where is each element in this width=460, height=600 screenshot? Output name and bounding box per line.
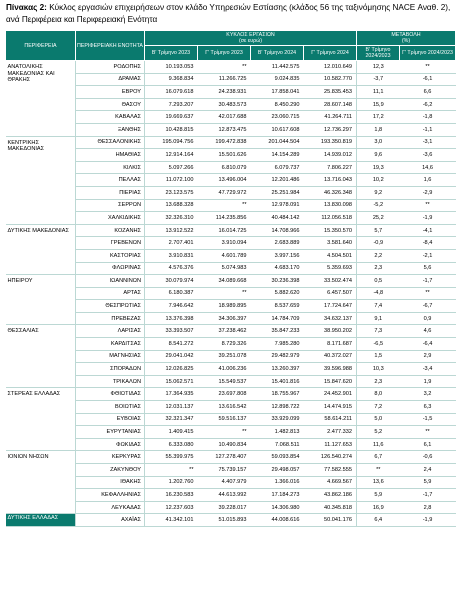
turnover-q3-2024-cell: 50.041.176 <box>304 514 357 527</box>
turnover-q2-2024-cell: 1.366.016 <box>251 476 304 489</box>
header-change-q3: Γ' Τρίμηνο 2024/2023 <box>400 46 456 61</box>
change-q3-cell: 5,9 <box>400 476 456 489</box>
turnover-q3-2023-cell: 24.238.931 <box>198 86 251 99</box>
regional-unit-cell: ΑΧΑΪΑΣ <box>76 514 145 527</box>
turnover-q3-2024-cell: 14.474.915 <box>304 401 357 414</box>
turnover-q3-2024-cell: 40.372.027 <box>304 350 357 363</box>
turnover-q2-2024-cell: 12.978.091 <box>251 199 304 212</box>
turnover-q3-2023-cell: 13.616.542 <box>198 401 251 414</box>
change-q2-cell: 0,5 <box>357 275 400 288</box>
turnover-q2-2024-cell: 11.442.575 <box>251 61 304 74</box>
change-q2-cell: 11,6 <box>357 438 400 451</box>
regional-unit-cell: ΕΥΡΥΤΑΝΙΑΣ <box>76 426 145 439</box>
change-q3-cell: 6,1 <box>400 438 456 451</box>
change-q2-cell: 5,0 <box>357 413 400 426</box>
change-q2-cell: -4,8 <box>357 287 400 300</box>
turnover-q3-2024-cell: 6.457.507 <box>304 287 357 300</box>
change-q2-cell: 9,6 <box>357 149 400 162</box>
change-q3-cell: -6,7 <box>400 300 456 313</box>
turnover-q3-2023-cell: ** <box>198 426 251 439</box>
turnover-q2-2023-cell: 13.912.522 <box>145 224 198 237</box>
change-q2-cell: 2,3 <box>357 375 400 388</box>
change-q3-cell: -2,9 <box>400 186 456 199</box>
table-row <box>6 275 456 288</box>
change-q3-cell: 6,3 <box>400 401 456 414</box>
change-q3-cell: -1,5 <box>400 413 456 426</box>
turnover-q2-2023-cell: 23.123.575 <box>145 186 198 199</box>
turnover-q3-2024-cell: 2.477.332 <box>304 426 357 439</box>
change-q2-cell: 1,5 <box>357 350 400 363</box>
regional-unit-cell: ΤΡΙΚΑΛΩΝ <box>76 375 145 388</box>
change-q2-cell: 9,1 <box>357 312 400 325</box>
turnover-q3-2023-cell: 75.739.157 <box>198 464 251 477</box>
change-q3-cell: ** <box>400 426 456 439</box>
header-region: ΠΕΡΙΦΕΡΕΙΑ <box>6 31 76 61</box>
table-row <box>6 388 456 401</box>
header-change-q2: Β' Τρίμηνο 2024/2023 <box>357 46 400 61</box>
change-q2-cell: 10,3 <box>357 363 400 376</box>
turnover-q2-2023-cell: 16.230.583 <box>145 489 198 502</box>
turnover-q3-2024-cell: 58.614.211 <box>304 413 357 426</box>
turnover-q2-2024-cell: 25.251.984 <box>251 186 304 199</box>
turnover-q3-2024-cell: 3.581.640 <box>304 237 357 250</box>
change-q3-cell: -3,4 <box>400 363 456 376</box>
turnover-q2-2024-cell: 5.882.620 <box>251 287 304 300</box>
region-cell: ΣΤΕΡΕΑΣ ΕΛΛΑΔΑΣ <box>6 388 76 451</box>
turnover-q2-2024-cell: 7.985.280 <box>251 338 304 351</box>
region-cell: ΔΥΤΙΚΗΣ ΕΛΛΑΔΑΣ <box>6 514 76 527</box>
turnover-q3-2024-cell: 43.862.186 <box>304 489 357 502</box>
turnover-q2-2023-cell: 7.946.642 <box>145 300 198 313</box>
turnover-q2-2024-cell: 13.260.397 <box>251 363 304 376</box>
turnover-q3-2023-cell: 15.501.626 <box>198 149 251 162</box>
turnover-q2-2024-cell: 6.079.737 <box>251 161 304 174</box>
change-q3-cell: 2,4 <box>400 464 456 477</box>
regional-unit-cell: ΕΒΡΟΥ <box>76 86 145 99</box>
regional-unit-cell: ΚΑΡΔΙΤΣΑΣ <box>76 338 145 351</box>
turnover-q3-2023-cell: 199.472.838 <box>198 136 251 149</box>
change-q2-cell: 7,4 <box>357 300 400 313</box>
regional-unit-cell: ΞΑΝΘΗΣ <box>76 123 145 136</box>
table-caption <box>6 2 456 26</box>
table-row <box>6 514 456 527</box>
turnover-q3-2024-cell: 193.350.819 <box>304 136 357 149</box>
change-q3-cell: 2,9 <box>400 350 456 363</box>
change-q3-cell: -2,1 <box>400 249 456 262</box>
turnover-q2-2023-cell: 12.031.137 <box>145 401 198 414</box>
turnover-q3-2023-cell: 34.306.397 <box>198 312 251 325</box>
turnover-q3-2023-cell: 12.873.475 <box>198 123 251 136</box>
region-cell: ΑΝΑΤΟΛΙΚΗΣ ΜΑΚΕΔΟΝΙΑΣ ΚΑΙ ΘΡΑΚΗΣ <box>6 61 76 137</box>
header-q2-2023: Β' Τρίμηνο 2023 <box>145 46 198 61</box>
change-q2-cell: 5,2 <box>357 426 400 439</box>
turnover-q2-2024-cell: 23.060.715 <box>251 111 304 124</box>
turnover-q2-2023-cell: 10.428.815 <box>145 123 198 136</box>
change-q3-cell: -1,9 <box>400 514 456 527</box>
turnover-q2-2023-cell: 6.333.080 <box>145 438 198 451</box>
turnover-q2-2024-cell: 4.683.170 <box>251 262 304 275</box>
change-q3-cell: -8,4 <box>400 237 456 250</box>
turnover-q3-2024-cell: 33.502.474 <box>304 275 357 288</box>
turnover-q3-2023-cell: ** <box>198 199 251 212</box>
change-q3-cell: -1,7 <box>400 489 456 502</box>
regional-unit-cell: ΒΟΙΩΤΙΑΣ <box>76 401 145 414</box>
turnover-q2-2023-cell: 12.237.603 <box>145 501 198 514</box>
turnover-q3-2024-cell: 11.127.653 <box>304 438 357 451</box>
turnover-q3-2024-cell: 25.835.453 <box>304 86 357 99</box>
turnover-q2-2024-cell: 17.184.273 <box>251 489 304 502</box>
header-q2-2024: Β' Τρίμηνο 2024 <box>251 46 304 61</box>
regional-unit-cell: ΛΑΡΙΣΑΣ <box>76 325 145 338</box>
turnover-q2-2023-cell: 13.376.398 <box>145 312 198 325</box>
table-row <box>6 325 456 338</box>
change-q2-cell: 11,1 <box>357 86 400 99</box>
turnover-q3-2024-cell: 28.607.148 <box>304 98 357 111</box>
change-q2-cell: 12,3 <box>357 61 400 74</box>
change-q2-cell: 7,3 <box>357 325 400 338</box>
turnover-q3-2024-cell: 77.582.555 <box>304 464 357 477</box>
header-q3-2024: Γ' Τρίμηνο 2024 <box>304 46 357 61</box>
turnover-q2-2023-cell: 1.202.760 <box>145 476 198 489</box>
turnover-q2-2023-cell: 1.409.415 <box>145 426 198 439</box>
turnover-q2-2024-cell: 12.898.722 <box>251 401 304 414</box>
change-q2-cell: -5,2 <box>357 199 400 212</box>
regional-unit-cell: ΠΙΕΡΙΑΣ <box>76 186 145 199</box>
turnover-q3-2023-cell: 4.601.789 <box>198 249 251 262</box>
turnover-q3-2024-cell: 8.171.687 <box>304 338 357 351</box>
turnover-q3-2023-cell: 59.516.137 <box>198 413 251 426</box>
change-q3-cell: ** <box>400 199 456 212</box>
change-q3-cell: -1,8 <box>400 111 456 124</box>
turnover-q3-2024-cell: 5.359.693 <box>304 262 357 275</box>
turnover-q2-2024-cell: 33.929.099 <box>251 413 304 426</box>
turnover-q2-2023-cell: 2.707.401 <box>145 237 198 250</box>
turnover-q3-2024-cell: 15.847.620 <box>304 375 357 388</box>
regional-unit-cell: ΜΑΓΝΗΣΙΑΣ <box>76 350 145 363</box>
change-q3-cell: -0,6 <box>400 451 456 464</box>
change-q2-cell: 6,4 <box>357 514 400 527</box>
regional-unit-cell: ΖΑΚΥΝΘΟΥ <box>76 464 145 477</box>
turnover-q2-2023-cell: 13.688.328 <box>145 199 198 212</box>
region-cell: ΘΕΣΣΑΛΙΑΣ <box>6 325 76 388</box>
change-q3-cell: 3,2 <box>400 388 456 401</box>
turnover-q2-2024-cell: 3.997.156 <box>251 249 304 262</box>
turnover-q2-2024-cell: 8.537.659 <box>251 300 304 313</box>
regional-unit-cell: ΔΡΑΜΑΣ <box>76 73 145 86</box>
regional-unit-cell: ΗΜΑΘΙΑΣ <box>76 149 145 162</box>
regional-unit-cell: ΚΑΣΤΟΡΙΑΣ <box>76 249 145 262</box>
change-q2-cell: 13,6 <box>357 476 400 489</box>
change-q3-cell: -6,1 <box>400 73 456 86</box>
change-q3-cell: -1,7 <box>400 275 456 288</box>
turnover-q3-2024-cell: 4.669.567 <box>304 476 357 489</box>
turnover-q3-2023-cell: 10.490.834 <box>198 438 251 451</box>
regional-unit-cell: ΙΘΑΚΗΣ <box>76 476 145 489</box>
turnover-q3-2023-cell: 114.235.856 <box>198 212 251 225</box>
turnover-q3-2023-cell: 13.496.004 <box>198 174 251 187</box>
turnover-q3-2023-cell: 47.729.972 <box>198 186 251 199</box>
turnover-q2-2023-cell: 29.041.042 <box>145 350 198 363</box>
change-q2-cell: 6,7 <box>357 451 400 464</box>
change-q2-cell: -6,5 <box>357 338 400 351</box>
regional-unit-cell: ΡΟΔΟΠΗΣ <box>76 61 145 74</box>
turnover-q2-2023-cell: 41.342.101 <box>145 514 198 527</box>
turnover-q3-2023-cell: 44.613.992 <box>198 489 251 502</box>
turnover-q2-2023-cell: 19.669.637 <box>145 111 198 124</box>
turnover-q2-2023-cell: 6.180.387 <box>145 287 198 300</box>
header-change-group: ΜΕΤΑΒΟΛΗ (%) <box>357 31 456 46</box>
turnover-q2-2023-cell: 32.321.347 <box>145 413 198 426</box>
change-q2-cell: -0,9 <box>357 237 400 250</box>
turnover-q3-2023-cell: 11.266.725 <box>198 73 251 86</box>
turnover-q3-2023-cell: 6.810.079 <box>198 161 251 174</box>
turnover-q2-2024-cell: 29.482.979 <box>251 350 304 363</box>
turnover-q3-2023-cell: 34.089.668 <box>198 275 251 288</box>
turnover-q3-2024-cell: 38.950.202 <box>304 325 357 338</box>
caption-label: Πίνακας 2: <box>6 3 47 12</box>
change-q2-cell: 8,0 <box>357 388 400 401</box>
region-cell: ΗΠΕΙΡΟΥ <box>6 275 76 325</box>
change-q2-cell: 3,0 <box>357 136 400 149</box>
regional-unit-cell: ΦΛΩΡΙΝΑΣ <box>76 262 145 275</box>
change-q2-cell: 17,2 <box>357 111 400 124</box>
change-q2-cell: 5,9 <box>357 489 400 502</box>
regional-unit-cell: ΧΑΛΚΙΔΙΚΗΣ <box>76 212 145 225</box>
turnover-q2-2024-cell: 8.450.290 <box>251 98 304 111</box>
change-q3-cell: -3,1 <box>400 136 456 149</box>
header-q3-2023: Γ' Τρίμηνο 2023 <box>198 46 251 61</box>
turnover-q3-2023-cell: 4.407.979 <box>198 476 251 489</box>
change-q2-cell: 7,2 <box>357 401 400 414</box>
regional-unit-cell: ΕΥΒΟΙΑΣ <box>76 413 145 426</box>
turnover-q3-2023-cell: ** <box>198 61 251 74</box>
change-q3-cell: -3,6 <box>400 149 456 162</box>
change-q3-cell: -1,9 <box>400 212 456 225</box>
change-q3-cell: 14,6 <box>400 161 456 174</box>
turnover-q2-2024-cell: 1.482.813 <box>251 426 304 439</box>
turnover-q2-2024-cell: 9.024.835 <box>251 73 304 86</box>
turnover-q2-2023-cell: 10.193.053 <box>145 61 198 74</box>
turnover-q3-2023-cell: 42.017.688 <box>198 111 251 124</box>
regional-unit-cell: ΣΠΟΡΑΔΩΝ <box>76 363 145 376</box>
turnover-q3-2023-cell: 41.006.236 <box>198 363 251 376</box>
turnover-q2-2023-cell: 30.079.974 <box>145 275 198 288</box>
turnover-q3-2024-cell: 17.724.647 <box>304 300 357 313</box>
table-row <box>6 224 456 237</box>
turnover-q3-2023-cell: 30.483.573 <box>198 98 251 111</box>
turnover-q3-2023-cell: 5.074.983 <box>198 262 251 275</box>
turnover-q2-2023-cell: ** <box>145 464 198 477</box>
turnover-q3-2023-cell: ** <box>198 287 251 300</box>
regional-unit-cell: ΓΡΕΒΕΝΩΝ <box>76 237 145 250</box>
regional-unit-cell: ΦΘΙΩΤΙΔΑΣ <box>76 388 145 401</box>
regional-unit-cell: ΚΕΦΑΛΛΗΝΙΑΣ <box>76 489 145 502</box>
turnover-q3-2023-cell: 15.549.537 <box>198 375 251 388</box>
header-regional-unit: ΠΕΡΙΦΕΡΕΙΑΚΗ ΕΝΟΤΗΤΑ <box>76 31 145 61</box>
turnover-q3-2023-cell: 127.278.407 <box>198 451 251 464</box>
turnover-q2-2024-cell: 15.401.816 <box>251 375 304 388</box>
turnover-q3-2024-cell: 10.582.770 <box>304 73 357 86</box>
turnover-q2-2023-cell: 195.094.756 <box>145 136 198 149</box>
region-cell: ΙΟΝΙΩΝ ΝΗΣΩΝ <box>6 451 76 514</box>
turnover-q2-2024-cell: 30.236.398 <box>251 275 304 288</box>
change-q3-cell: 1,6 <box>400 174 456 187</box>
regional-unit-cell: ΠΕΛΛΑΣ <box>76 174 145 187</box>
turnover-q2-2023-cell: 9.368.834 <box>145 73 198 86</box>
change-q3-cell: -1,1 <box>400 123 456 136</box>
turnover-q3-2024-cell: 4.504.501 <box>304 249 357 262</box>
turnover-q2-2023-cell: 32.326.310 <box>145 212 198 225</box>
regional-unit-cell: ΠΡΕΒΕΖΑΣ <box>76 312 145 325</box>
change-q3-cell: 2,8 <box>400 501 456 514</box>
change-q2-cell: 9,2 <box>357 186 400 199</box>
turnover-q2-2023-cell: 12.026.825 <box>145 363 198 376</box>
regional-unit-cell: ΚΙΛΚΙΣ <box>76 161 145 174</box>
regional-unit-cell: ΚΑΒΑΛΑΣ <box>76 111 145 124</box>
caption-text: Κύκλος εργασιών επιχειρήσεων στον κλάδο Υπηρεσιών Εστίασης (κλάδος 56 της ταξινόμησης NACE Αναθ. 2), ανά Περιφέρεια και Περιφερειακή Ενότητα <box>6 3 451 24</box>
change-q2-cell: 10,2 <box>357 174 400 187</box>
change-q3-cell: ** <box>400 287 456 300</box>
change-q2-cell: -3,7 <box>357 73 400 86</box>
turnover-q3-2024-cell: 41.264.711 <box>304 111 357 124</box>
turnover-q3-2023-cell: 51.015.893 <box>198 514 251 527</box>
turnover-q2-2024-cell: 59.093.854 <box>251 451 304 464</box>
turnover-q3-2023-cell: 16.014.725 <box>198 224 251 237</box>
change-q3-cell: 4,6 <box>400 325 456 338</box>
turnover-q3-2024-cell: 40.345.818 <box>304 501 357 514</box>
turnover-q2-2024-cell: 29.498.057 <box>251 464 304 477</box>
turnover-q2-2023-cell: 55.399.975 <box>145 451 198 464</box>
turnover-q3-2023-cell: 3.910.094 <box>198 237 251 250</box>
turnover-q3-2024-cell: 46.326.348 <box>304 186 357 199</box>
change-q2-cell: 1,8 <box>357 123 400 136</box>
turnover-table <box>5 30 456 527</box>
turnover-q2-2024-cell: 40.484.142 <box>251 212 304 225</box>
regional-unit-cell: ΚΟΖΑΝΗΣ <box>76 224 145 237</box>
turnover-q2-2024-cell: 44.008.616 <box>251 514 304 527</box>
regional-unit-cell: ΙΩΑΝΝΙΝΩΝ <box>76 275 145 288</box>
change-q3-cell: 1,9 <box>400 375 456 388</box>
turnover-q2-2023-cell: 11.072.100 <box>145 174 198 187</box>
turnover-q2-2023-cell: 7.293.207 <box>145 98 198 111</box>
change-q2-cell: 15,9 <box>357 98 400 111</box>
change-q2-cell: 5,7 <box>357 224 400 237</box>
turnover-q2-2023-cell: 12.914.164 <box>145 149 198 162</box>
turnover-q3-2024-cell: 126.540.274 <box>304 451 357 464</box>
change-q3-cell: 6,6 <box>400 86 456 99</box>
change-q2-cell: 19,3 <box>357 161 400 174</box>
table-row <box>6 61 456 74</box>
table-row <box>6 451 456 464</box>
region-cell: ΔΥΤΙΚΗΣ ΜΑΚΕΔΟΝΙΑΣ <box>6 224 76 274</box>
turnover-q3-2023-cell: 18.989.895 <box>198 300 251 313</box>
regional-unit-cell: ΘΑΣΟΥ <box>76 98 145 111</box>
turnover-q3-2023-cell: 23.697.808 <box>198 388 251 401</box>
regional-unit-cell: ΘΕΣΠΡΩΤΙΑΣ <box>76 300 145 313</box>
change-q2-cell: 2,3 <box>357 262 400 275</box>
turnover-q3-2024-cell: 112.056.518 <box>304 212 357 225</box>
turnover-q3-2024-cell: 12.010.649 <box>304 61 357 74</box>
regional-unit-cell: ΚΕΡΚΥΡΑΣ <box>76 451 145 464</box>
turnover-q3-2024-cell: 24.452.901 <box>304 388 357 401</box>
change-q3-cell: ** <box>400 61 456 74</box>
change-q3-cell: 0,9 <box>400 312 456 325</box>
turnover-q2-2023-cell: 16.079.618 <box>145 86 198 99</box>
change-q3-cell: -6,4 <box>400 338 456 351</box>
turnover-q2-2024-cell: 10.617.608 <box>251 123 304 136</box>
table-body <box>6 61 456 527</box>
turnover-q3-2023-cell: 39.251.078 <box>198 350 251 363</box>
turnover-q2-2024-cell: 14.306.980 <box>251 501 304 514</box>
turnover-q3-2024-cell: 34.632.137 <box>304 312 357 325</box>
turnover-q2-2023-cell: 17.364.935 <box>145 388 198 401</box>
turnover-q2-2024-cell: 14.784.709 <box>251 312 304 325</box>
table-row <box>6 136 456 149</box>
turnover-q3-2024-cell: 7.806.227 <box>304 161 357 174</box>
turnover-q2-2024-cell: 12.201.486 <box>251 174 304 187</box>
turnover-q2-2024-cell: 201.044.504 <box>251 136 304 149</box>
turnover-q2-2024-cell: 7.068.511 <box>251 438 304 451</box>
turnover-q3-2024-cell: 13.830.098 <box>304 199 357 212</box>
regional-unit-cell: ΛΕΥΚΑΔΑΣ <box>76 501 145 514</box>
turnover-q3-2024-cell: 14.939.012 <box>304 149 357 162</box>
change-q2-cell: 25,2 <box>357 212 400 225</box>
turnover-q2-2023-cell: 33.393.507 <box>145 325 198 338</box>
turnover-q2-2024-cell: 17.858.041 <box>251 86 304 99</box>
turnover-q3-2023-cell: 37.238.462 <box>198 325 251 338</box>
turnover-q3-2024-cell: 12.736.297 <box>304 123 357 136</box>
turnover-q2-2024-cell: 35.847.233 <box>251 325 304 338</box>
table-header <box>6 31 456 61</box>
turnover-q3-2024-cell: 13.716.043 <box>304 174 357 187</box>
turnover-q3-2023-cell: 8.729.326 <box>198 338 251 351</box>
regional-unit-cell: ΑΡΤΑΣ <box>76 287 145 300</box>
turnover-q2-2023-cell: 5.097.266 <box>145 161 198 174</box>
regional-unit-cell: ΘΕΣΣΑΛΟΝΙΚΗΣ <box>76 136 145 149</box>
change-q3-cell: -4,1 <box>400 224 456 237</box>
turnover-q3-2024-cell: 15.350.570 <box>304 224 357 237</box>
turnover-q2-2024-cell: 2.683.889 <box>251 237 304 250</box>
turnover-q3-2024-cell: 39.596.988 <box>304 363 357 376</box>
header-turnover-group: ΚΥΚΛΟΣ ΕΡΓΑΣΙΩΝ (σε ευρώ) <box>145 31 357 46</box>
turnover-q3-2023-cell: 39.228.017 <box>198 501 251 514</box>
turnover-q2-2023-cell: 3.910.831 <box>145 249 198 262</box>
turnover-q2-2023-cell: 4.576.376 <box>145 262 198 275</box>
turnover-q2-2023-cell: 15.062.571 <box>145 375 198 388</box>
change-q2-cell: ** <box>357 464 400 477</box>
regional-unit-cell: ΣΕΡΡΩΝ <box>76 199 145 212</box>
turnover-q2-2024-cell: 14.154.289 <box>251 149 304 162</box>
change-q3-cell: -6,2 <box>400 98 456 111</box>
change-q3-cell: 5,6 <box>400 262 456 275</box>
change-q2-cell: 2,2 <box>357 249 400 262</box>
turnover-q2-2024-cell: 14.708.966 <box>251 224 304 237</box>
turnover-q2-2023-cell: 8.541.272 <box>145 338 198 351</box>
change-q2-cell: 16,9 <box>357 501 400 514</box>
regional-unit-cell: ΦΩΚΙΔΑΣ <box>76 438 145 451</box>
turnover-q2-2024-cell: 18.755.967 <box>251 388 304 401</box>
region-cell: ΚΕΝΤΡΙΚΗΣ ΜΑΚΕΔΟΝΙΑΣ <box>6 136 76 224</box>
